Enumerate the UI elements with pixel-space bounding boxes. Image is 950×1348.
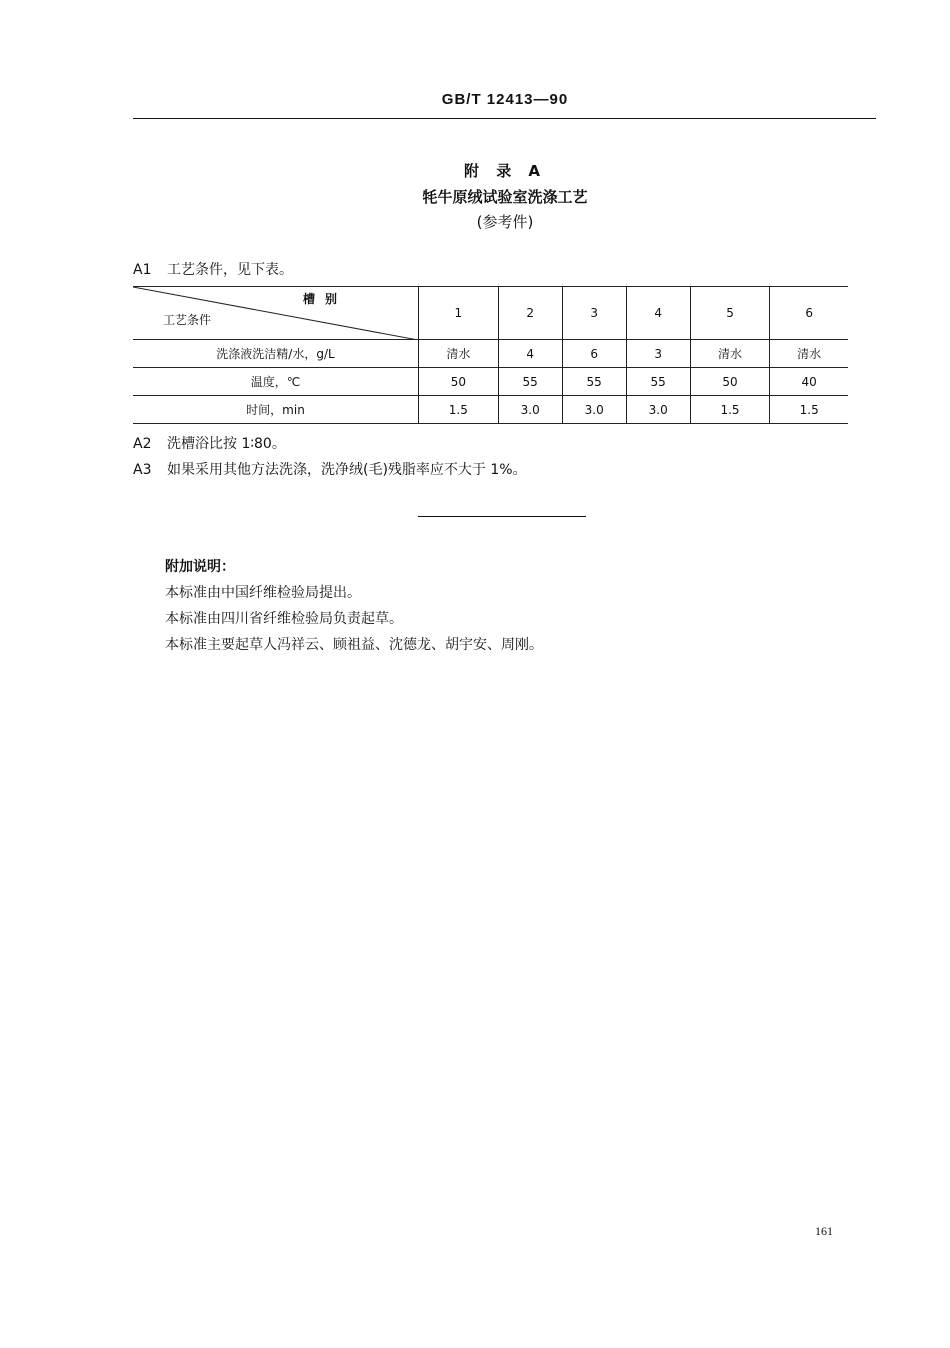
table-cell: 清水 [690, 340, 770, 368]
table-cell: 55 [626, 368, 690, 396]
note-line: 本标准由四川省纤维检验局负责起草。 [165, 611, 403, 627]
section-text: 如果采用其他方法洗涤，洗净绒(毛)残脂率应不大于 1%。 [167, 462, 527, 478]
note-line: 本标准主要起草人冯祥云、顾祖益、沈德龙、胡宇安、周刚。 [165, 637, 543, 653]
table-row [133, 396, 848, 424]
table-cell: 55 [498, 368, 562, 396]
table-cell: 55 [562, 368, 626, 396]
section-number: A2 [133, 436, 152, 452]
section-a3 [133, 459, 527, 479]
table-cell: 1.5 [419, 396, 499, 424]
row-label: 温度，℃ [133, 368, 419, 396]
standard-code: GB/T 12413—90 [441, 91, 569, 108]
section-a1 [133, 259, 293, 279]
table-cell: 3 [626, 340, 690, 368]
section-number: A1 [133, 262, 152, 278]
header-rule [133, 118, 876, 119]
table-cell: 3.0 [562, 396, 626, 424]
section-number: A3 [133, 462, 152, 478]
section-text: 工艺条件，见下表。 [167, 262, 293, 278]
table-cell: 3.0 [498, 396, 562, 424]
header-slot-label: 槽别 [303, 292, 348, 306]
table-cell: 50 [690, 368, 770, 396]
table-row [133, 340, 848, 368]
table-cell: 40 [770, 368, 848, 396]
row-label: 时间，min [133, 396, 419, 424]
appendix-subtitle: 牦牛原绒试验室洗涤工艺 [422, 188, 588, 206]
row-label: 洗涤液洗洁精/水，g/L [133, 340, 419, 368]
table-header-row [133, 287, 848, 340]
table-cell: 清水 [770, 340, 848, 368]
end-rule [418, 516, 586, 517]
table-cell: 3.0 [626, 396, 690, 424]
table-cell: 4 [498, 340, 562, 368]
table-row [133, 368, 848, 396]
column-header: 4 [626, 287, 690, 340]
table-cell: 1.5 [690, 396, 770, 424]
note-line: 本标准由中国纤维检验局提出。 [165, 585, 361, 601]
diagonal-header-cell [133, 287, 419, 340]
column-header: 2 [498, 287, 562, 340]
section-a2 [133, 433, 286, 453]
column-header: 3 [562, 287, 626, 340]
table-cell: 50 [419, 368, 499, 396]
column-header: 5 [690, 287, 770, 340]
table-cell: 1.5 [770, 396, 848, 424]
column-header: 1 [419, 287, 499, 340]
header-condition-label: 工艺条件 [163, 313, 212, 327]
column-header: 6 [770, 287, 848, 340]
appendix-note: (参考件) [476, 213, 534, 231]
process-table [133, 286, 848, 424]
table-cell: 清水 [419, 340, 499, 368]
notes-title: 附加说明： [165, 559, 235, 575]
page-number: 161 [815, 1224, 833, 1238]
table-cell: 6 [562, 340, 626, 368]
appendix-title: 附 录 A [463, 162, 547, 180]
section-text: 洗槽浴比按 1∶80。 [167, 436, 286, 452]
